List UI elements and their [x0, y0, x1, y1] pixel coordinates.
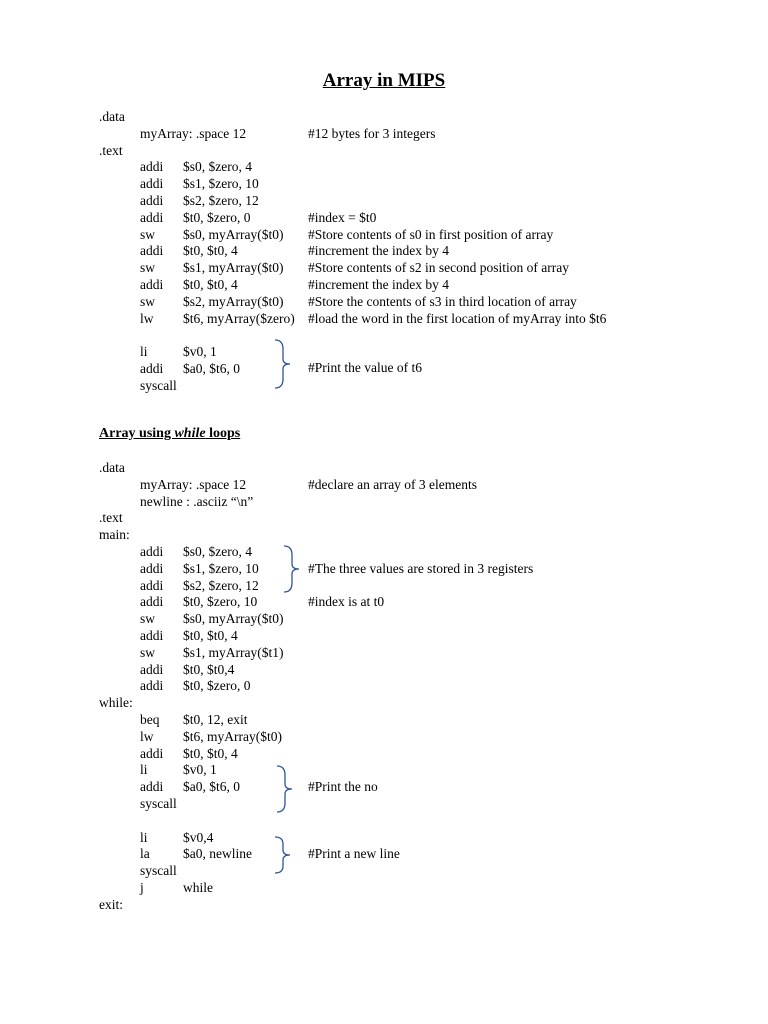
code-args: $s1, $zero, 10 [183, 560, 259, 576]
code-op: myArray: .space 12 [140, 125, 247, 141]
code-line [0, 125, 768, 142]
code-op: syscall [140, 863, 177, 879]
code-args: $t6, myArray($zero) [183, 310, 295, 326]
code-op: addi [140, 544, 164, 559]
code-args: $s0, myArray($t0) [183, 226, 284, 242]
code-op: addi [140, 594, 164, 610]
code-args: $a0, newline [183, 846, 252, 862]
code-comment: #load the word in the first location of myArray into $t6 [308, 310, 607, 326]
code-label: .data [99, 109, 125, 124]
code-line [0, 310, 768, 327]
code-op: li [140, 344, 148, 360]
code-op: addi [140, 628, 164, 643]
code-args: $s2, $zero, 12 [183, 193, 259, 208]
code-op: addi [140, 577, 164, 593]
code-line [0, 543, 768, 560]
code-comment: #Store contents of s2 in second position of array [308, 260, 569, 276]
brace-comment-print-value: #Print the value of t6 [308, 360, 422, 375]
code-args: $t0, $t0, 4 [183, 277, 238, 292]
code-line [0, 459, 768, 476]
code-line [0, 343, 768, 360]
code-op: newline : .asciiz “\n” [140, 493, 254, 509]
code-args: $t0, $t0, 4 [183, 745, 238, 761]
code-line [0, 728, 768, 745]
code-label: .text [99, 510, 123, 526]
code-line [0, 142, 768, 159]
code-comment: #increment the index by 4 [308, 277, 449, 292]
code-op: syscall [140, 377, 177, 393]
code-args: $s1, $zero, 10 [183, 176, 259, 192]
code-line [0, 476, 768, 493]
code-line [0, 377, 768, 394]
code-line [0, 209, 768, 226]
code-comment: #Store contents of s0 in first position of array [308, 226, 554, 242]
code-line [0, 293, 768, 310]
code-args: $t0, $zero, 10 [183, 594, 258, 610]
code-label: .data [99, 460, 125, 475]
brace-comment-print-newline: #Print a new line [308, 846, 400, 861]
section-heading-while-loops [99, 426, 240, 442]
code-line [0, 509, 768, 526]
code-args: $t0, $zero, 0 [183, 209, 251, 225]
heading-text-italic: while [174, 426, 206, 441]
code-op: addi [140, 560, 164, 576]
code-line [0, 259, 768, 276]
code-args: $v0, 1 [183, 762, 217, 778]
code-line [0, 276, 768, 293]
code-line [0, 677, 768, 694]
code-args: $t6, myArray($t0) [183, 728, 282, 744]
code-line [0, 610, 768, 627]
code-args: $v0, 1 [183, 344, 217, 360]
code-op: addi [140, 176, 164, 192]
heading-text-pre: Array using [99, 426, 175, 441]
code-args: $s2, $zero, 12 [183, 577, 259, 593]
code-op: addi [140, 678, 164, 694]
code-op: addi [140, 243, 164, 259]
code-line [0, 745, 768, 762]
code-line [0, 226, 768, 243]
code-op: myArray: .space 12 [140, 476, 247, 492]
code-op: syscall [140, 796, 177, 811]
code-op: li [140, 762, 148, 778]
code-comment: #increment the index by 4 [308, 243, 449, 259]
code-op: la [140, 846, 150, 862]
code-args: $t0, $t0,4 [183, 661, 235, 677]
code-label: main: [99, 527, 130, 543]
brace-comment-print-no: #Print the no [308, 779, 378, 794]
code-line [0, 242, 768, 259]
code-op: sw [140, 611, 156, 627]
code-op: sw [140, 260, 156, 276]
code-op: addi [140, 779, 164, 795]
code-line [0, 593, 768, 610]
code-line [0, 778, 768, 795]
code-line [0, 694, 768, 711]
page-title: Array in MIPS [322, 70, 446, 91]
code-line [0, 493, 768, 510]
code-args: while [183, 880, 213, 895]
code-line [0, 108, 768, 125]
code-args: $s1, myArray($t1) [183, 644, 284, 660]
code-op: addi [140, 661, 164, 677]
code-line [0, 879, 768, 896]
code-line [0, 627, 768, 644]
code-op: beq [140, 712, 160, 727]
code-comment: #Store the contents of s3 in third location of array [308, 293, 577, 309]
brace-print-value [274, 339, 296, 389]
code-label: .text [99, 142, 123, 158]
code-op: addi [140, 193, 164, 208]
code-label: while: [99, 695, 133, 711]
code-args: $t0, $t0, 4 [183, 243, 238, 259]
brace-three-values [283, 545, 305, 593]
code-op: lw [140, 728, 154, 744]
code-args: $v0,4 [183, 829, 214, 845]
code-line [0, 711, 768, 728]
code-op: addi [140, 745, 164, 761]
code-comment: #declare an array of 3 elements [308, 476, 478, 492]
code-op: li [140, 829, 148, 845]
code-line [0, 896, 768, 913]
code-args: $s0, $zero, 4 [183, 544, 252, 559]
heading-text-post: loops [205, 426, 241, 441]
code-line [0, 158, 768, 175]
code-args: $a0, $t6, 0 [183, 779, 240, 795]
code-comment: #index = $t0 [308, 209, 377, 225]
code-line [0, 326, 768, 343]
brace-print-no [276, 765, 298, 813]
code-label: exit: [99, 896, 123, 912]
code-op: addi [140, 159, 164, 175]
code-args: $a0, $t6, 0 [183, 361, 240, 376]
code-op: sw [140, 226, 156, 242]
code-args: $t0, $zero, 0 [183, 678, 251, 694]
code-line [0, 812, 768, 829]
code-line [0, 577, 768, 594]
code-comment: #12 bytes for 3 integers [308, 125, 436, 141]
code-line [0, 661, 768, 678]
code-op: sw [140, 644, 156, 660]
code-line [0, 175, 768, 192]
code-line [0, 829, 768, 846]
code-args: $s1, myArray($t0) [183, 260, 284, 276]
code-op: sw [140, 293, 156, 309]
code-args: $t0, $t0, 4 [183, 628, 238, 643]
code-line [0, 761, 768, 778]
brace-print-newline [274, 836, 296, 874]
code-line [0, 644, 768, 661]
code-op: j [140, 880, 144, 895]
code-comment: #index is at t0 [308, 594, 385, 610]
code-args: $s0, myArray($t0) [183, 611, 284, 627]
code-line [0, 795, 768, 812]
code-args: $s2, myArray($t0) [183, 293, 284, 309]
code-line [0, 526, 768, 543]
code-line [0, 862, 768, 879]
code-op: addi [140, 277, 164, 292]
code-args: $t0, 12, exit [183, 712, 248, 727]
code-op: lw [140, 310, 154, 326]
code-op: addi [140, 361, 164, 376]
code-line [0, 192, 768, 209]
brace-comment-three-values: #The three values are stored in 3 registers [308, 561, 534, 576]
code-op: addi [140, 209, 164, 225]
code-args: $s0, $zero, 4 [183, 159, 252, 175]
